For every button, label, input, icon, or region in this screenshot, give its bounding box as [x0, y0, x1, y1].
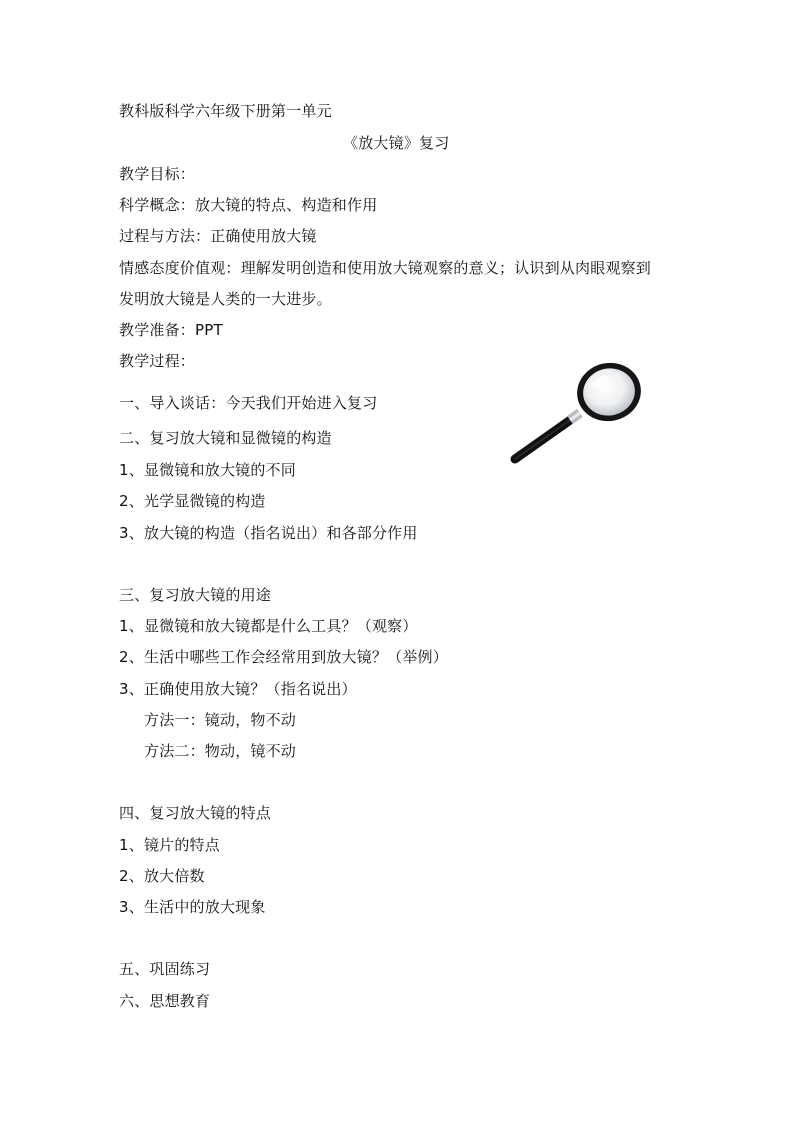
section-4-title: 四、复习放大镜的特点 — [119, 804, 272, 822]
magnifying-glass-icon — [506, 360, 646, 470]
section-3-title: 三、复习放大镜的用途 — [119, 586, 272, 604]
section-1-title: 一、导入谈话：今天我们开始进入复习 — [119, 394, 378, 412]
list-item: 2、生活中哪些工作会经常用到放大镜？（举例） — [119, 648, 448, 666]
section-5-title: 五、巩固练习 — [119, 960, 211, 978]
list-item: 2、光学显微镜的构造 — [119, 492, 266, 510]
method-item: 方法二：物动，镜不动 — [144, 742, 297, 760]
list-item: 1、镜片的特点 — [119, 836, 220, 854]
objective-method: 过程与方法：正确使用放大镜 — [119, 227, 317, 245]
list-item: 3、正确使用放大镜？（指名说出） — [119, 680, 357, 698]
course-subtitle: 教科版科学六年级下册第一单元 — [119, 102, 332, 120]
list-item: 3、生活中的放大现象 — [119, 898, 266, 916]
section-2-title: 二、复习放大镜和显微镜的构造 — [119, 429, 332, 447]
list-item: 1、显微镜和放大镜的不同 — [119, 461, 296, 479]
method-item: 方法一：镜动，物不动 — [144, 711, 297, 729]
process-heading: 教学过程： — [119, 352, 196, 370]
objective-attitude-line-2: 发明放大镜是人类的一大进步。 — [119, 290, 332, 308]
preparation: 教学准备：PPT — [119, 321, 223, 339]
list-item: 1、显微镜和放大镜都是什么工具？（观察） — [119, 617, 418, 635]
page-title: 《放大镜》复习 — [343, 134, 450, 152]
objective-concept: 科学概念：放大镜的特点、构造和作用 — [119, 196, 378, 214]
objectives-heading: 教学目标： — [119, 165, 196, 183]
list-item: 3、放大镜的构造（指名说出）和各部分作用 — [119, 524, 418, 542]
section-6-title: 六、思想教育 — [119, 992, 211, 1010]
list-item: 2、放大倍数 — [119, 867, 205, 885]
objective-attitude-line-1: 情感态度价值观：理解发明创造和使用放大镜观察的意义；认识到从肉眼观察到 — [119, 259, 652, 277]
